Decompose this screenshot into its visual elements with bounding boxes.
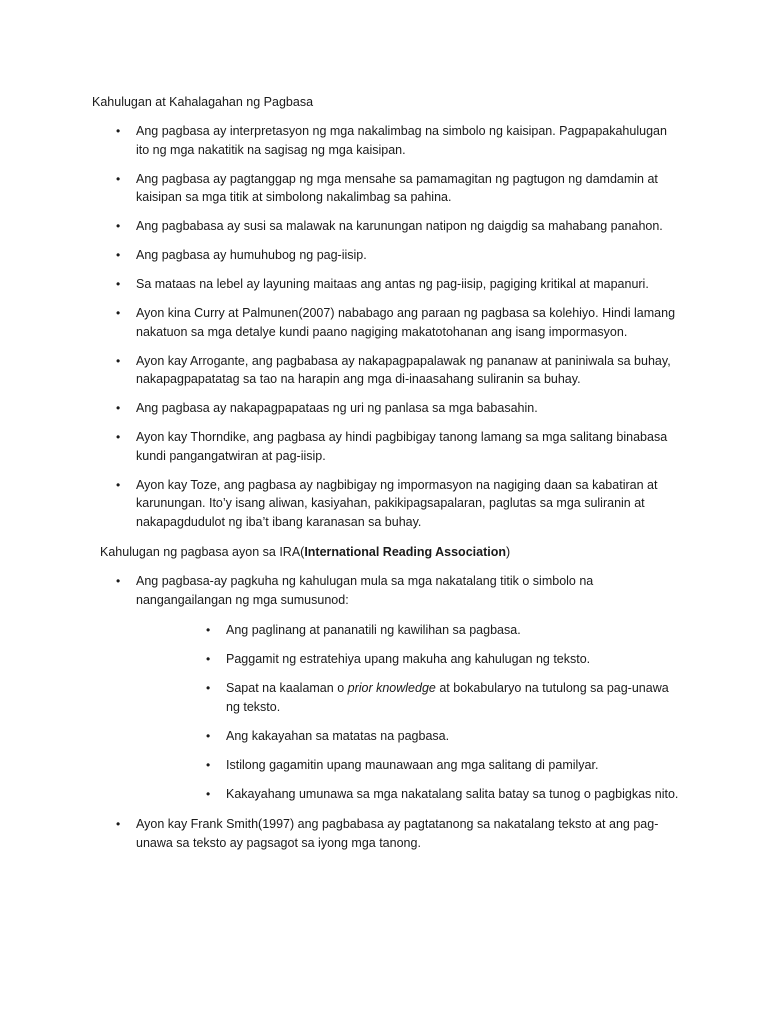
list-item-text: Istilong gagamitin upang maunawaan ang mga salitang di pamilyar. xyxy=(226,757,599,772)
title-suffix: ) xyxy=(505,545,511,559)
bullet-icon: • xyxy=(116,219,121,233)
bullet-icon: • xyxy=(206,786,211,801)
list-item-text: Ayon kay Toze, ang pagbasa ay nagbibigay ng impormasyon na nagiging daan sa kabatiran at karunungan. Ito’y isang aliwan, kasiyahan, pakikipagsapalaran, paglutas sa mga suliranin at nakapagdudulot ng iba’t ibang karanasan sa buhay. xyxy=(136,477,658,529)
list-item xyxy=(116,352,676,389)
list-item-text: Paggamit ng estratehiya upang makuha ang kahulugan ng teksto. xyxy=(226,652,591,666)
ira-requirements-list xyxy=(206,621,686,814)
list-item xyxy=(206,727,686,746)
list-item xyxy=(116,246,676,265)
list-item xyxy=(206,679,686,716)
bullet-icon: • xyxy=(206,728,211,743)
bullet-icon: • xyxy=(116,171,121,186)
list-item-text: Ang pagbasa ay interpretasyon ng mga nakalimbag na simbolo ng kaisipan. Pagpapakahulugan ito ng mga nakatitik na sagisag ng mga kaisipan. xyxy=(136,124,667,157)
title-bold: International Reading Association xyxy=(304,545,506,559)
list-item-text: Ang paglinang at pananatili ng kawilihan sa pagbasa. xyxy=(226,623,521,637)
list-item xyxy=(116,217,676,236)
bullet-icon: • xyxy=(206,757,211,772)
bullet-icon: • xyxy=(206,652,211,666)
list-item xyxy=(116,572,656,609)
bullet-icon: • xyxy=(116,430,121,444)
list-item-text: Ang pagbasa ay humuhubog ng pag-iisip. xyxy=(136,248,367,262)
list-item xyxy=(116,815,666,852)
list-item xyxy=(116,275,676,294)
list-item xyxy=(116,304,676,341)
title-prefix: Kahulugan ng pagbasa ayon sa IRA( xyxy=(100,545,305,559)
bullet-icon: • xyxy=(116,124,121,138)
list-item-text: Ayon kay Thorndike, ang pagbasa ay hindi pagbibigay tanong lamang sa mga salitang binabasa kundi pangangatwiran at pag-iisip. xyxy=(136,430,668,463)
list-item xyxy=(206,785,686,804)
section-title: Kahulugan at Kahalagahan ng Pagbasa xyxy=(92,95,314,109)
text-part: at bokabularyo na tutulong sa pag-unawa ng teksto. xyxy=(226,681,669,714)
closing-list xyxy=(116,815,666,863)
list-item xyxy=(116,476,676,532)
list-item-text: Ang pagbasa-ay pagkuha ng kahulugan mula sa mga nakatalang titik o simbolo na nangangailangan ng mga sumusunod: xyxy=(136,574,594,607)
bullet-icon: • xyxy=(206,681,211,695)
bullet-icon: • xyxy=(116,401,121,415)
list-item xyxy=(116,122,676,159)
list-item-text: Ayon kay Frank Smith(1997) ang pagbabasa ay pagtatanong sa nakatalang teksto at ang pag-unawa sa teksto ay pagsagot sa iyong mga tanong. xyxy=(136,817,659,850)
bullet-icon: • xyxy=(116,353,121,368)
bullet-icon: • xyxy=(206,623,211,637)
list-item xyxy=(116,428,676,465)
list-item xyxy=(206,621,686,640)
bullet-icon: • xyxy=(116,817,121,831)
text-part: Sapat na kaalaman o xyxy=(226,681,348,695)
list-item-text: Kakayahang umunawa sa mga nakatalang salita batay sa tunog o pagbigkas nito. xyxy=(226,786,679,801)
bullet-icon: • xyxy=(116,277,121,291)
section-title-ira xyxy=(100,544,510,560)
list-item-text xyxy=(226,681,669,714)
list-item-text: Ang kakayahan sa matatas na pagbasa. xyxy=(226,728,450,743)
bullet-icon: • xyxy=(116,574,121,588)
list-item-text: Ang pagbasa ay nakapagpapataas ng uri ng panlasa sa mga babasahin. xyxy=(136,401,538,415)
ira-intro-list xyxy=(116,572,656,620)
list-item-text: Sa mataas na lebel ay layuning maitaas ang antas ng pag-iisip, pagiging kritikal at mapanuri. xyxy=(136,277,649,291)
definition-list xyxy=(116,122,676,542)
list-item xyxy=(206,756,686,775)
bullet-icon: • xyxy=(116,248,121,262)
list-item xyxy=(116,399,676,418)
bullet-icon: • xyxy=(116,477,121,492)
list-item-text: Ang pagbasa ay pagtanggap ng mga mensahe sa pamamagitan ng pagtugon ng damdamin at kaisipan sa mga titik at simbolong nakalimbag sa pahina. xyxy=(136,171,658,204)
list-item-text: Ayon kina Curry at Palmunen(2007) nababago ang paraan ng pagbasa sa kolehiyo. Hindi lamang nakatuon sa mga detalye kundi paano nagiging makatotohanan ang isang impormasyon. xyxy=(136,306,676,339)
list-item-text: Ayon kay Arrogante, ang pagbabasa ay nakapagpapalawak ng pananaw at paniniwala sa buhay, nakapagpapatatag sa tao na harapin ang mga di-inaasahang suliranin sa buhay. xyxy=(136,353,671,386)
list-item xyxy=(116,170,676,207)
list-item-text: Ang pagbabasa ay susi sa malawak na karunungan natipon ng daigdig sa mahabang panahon. xyxy=(136,219,663,233)
bullet-icon: • xyxy=(116,306,121,320)
list-item xyxy=(206,650,686,669)
emphasis-text: prior knowledge xyxy=(347,681,436,695)
